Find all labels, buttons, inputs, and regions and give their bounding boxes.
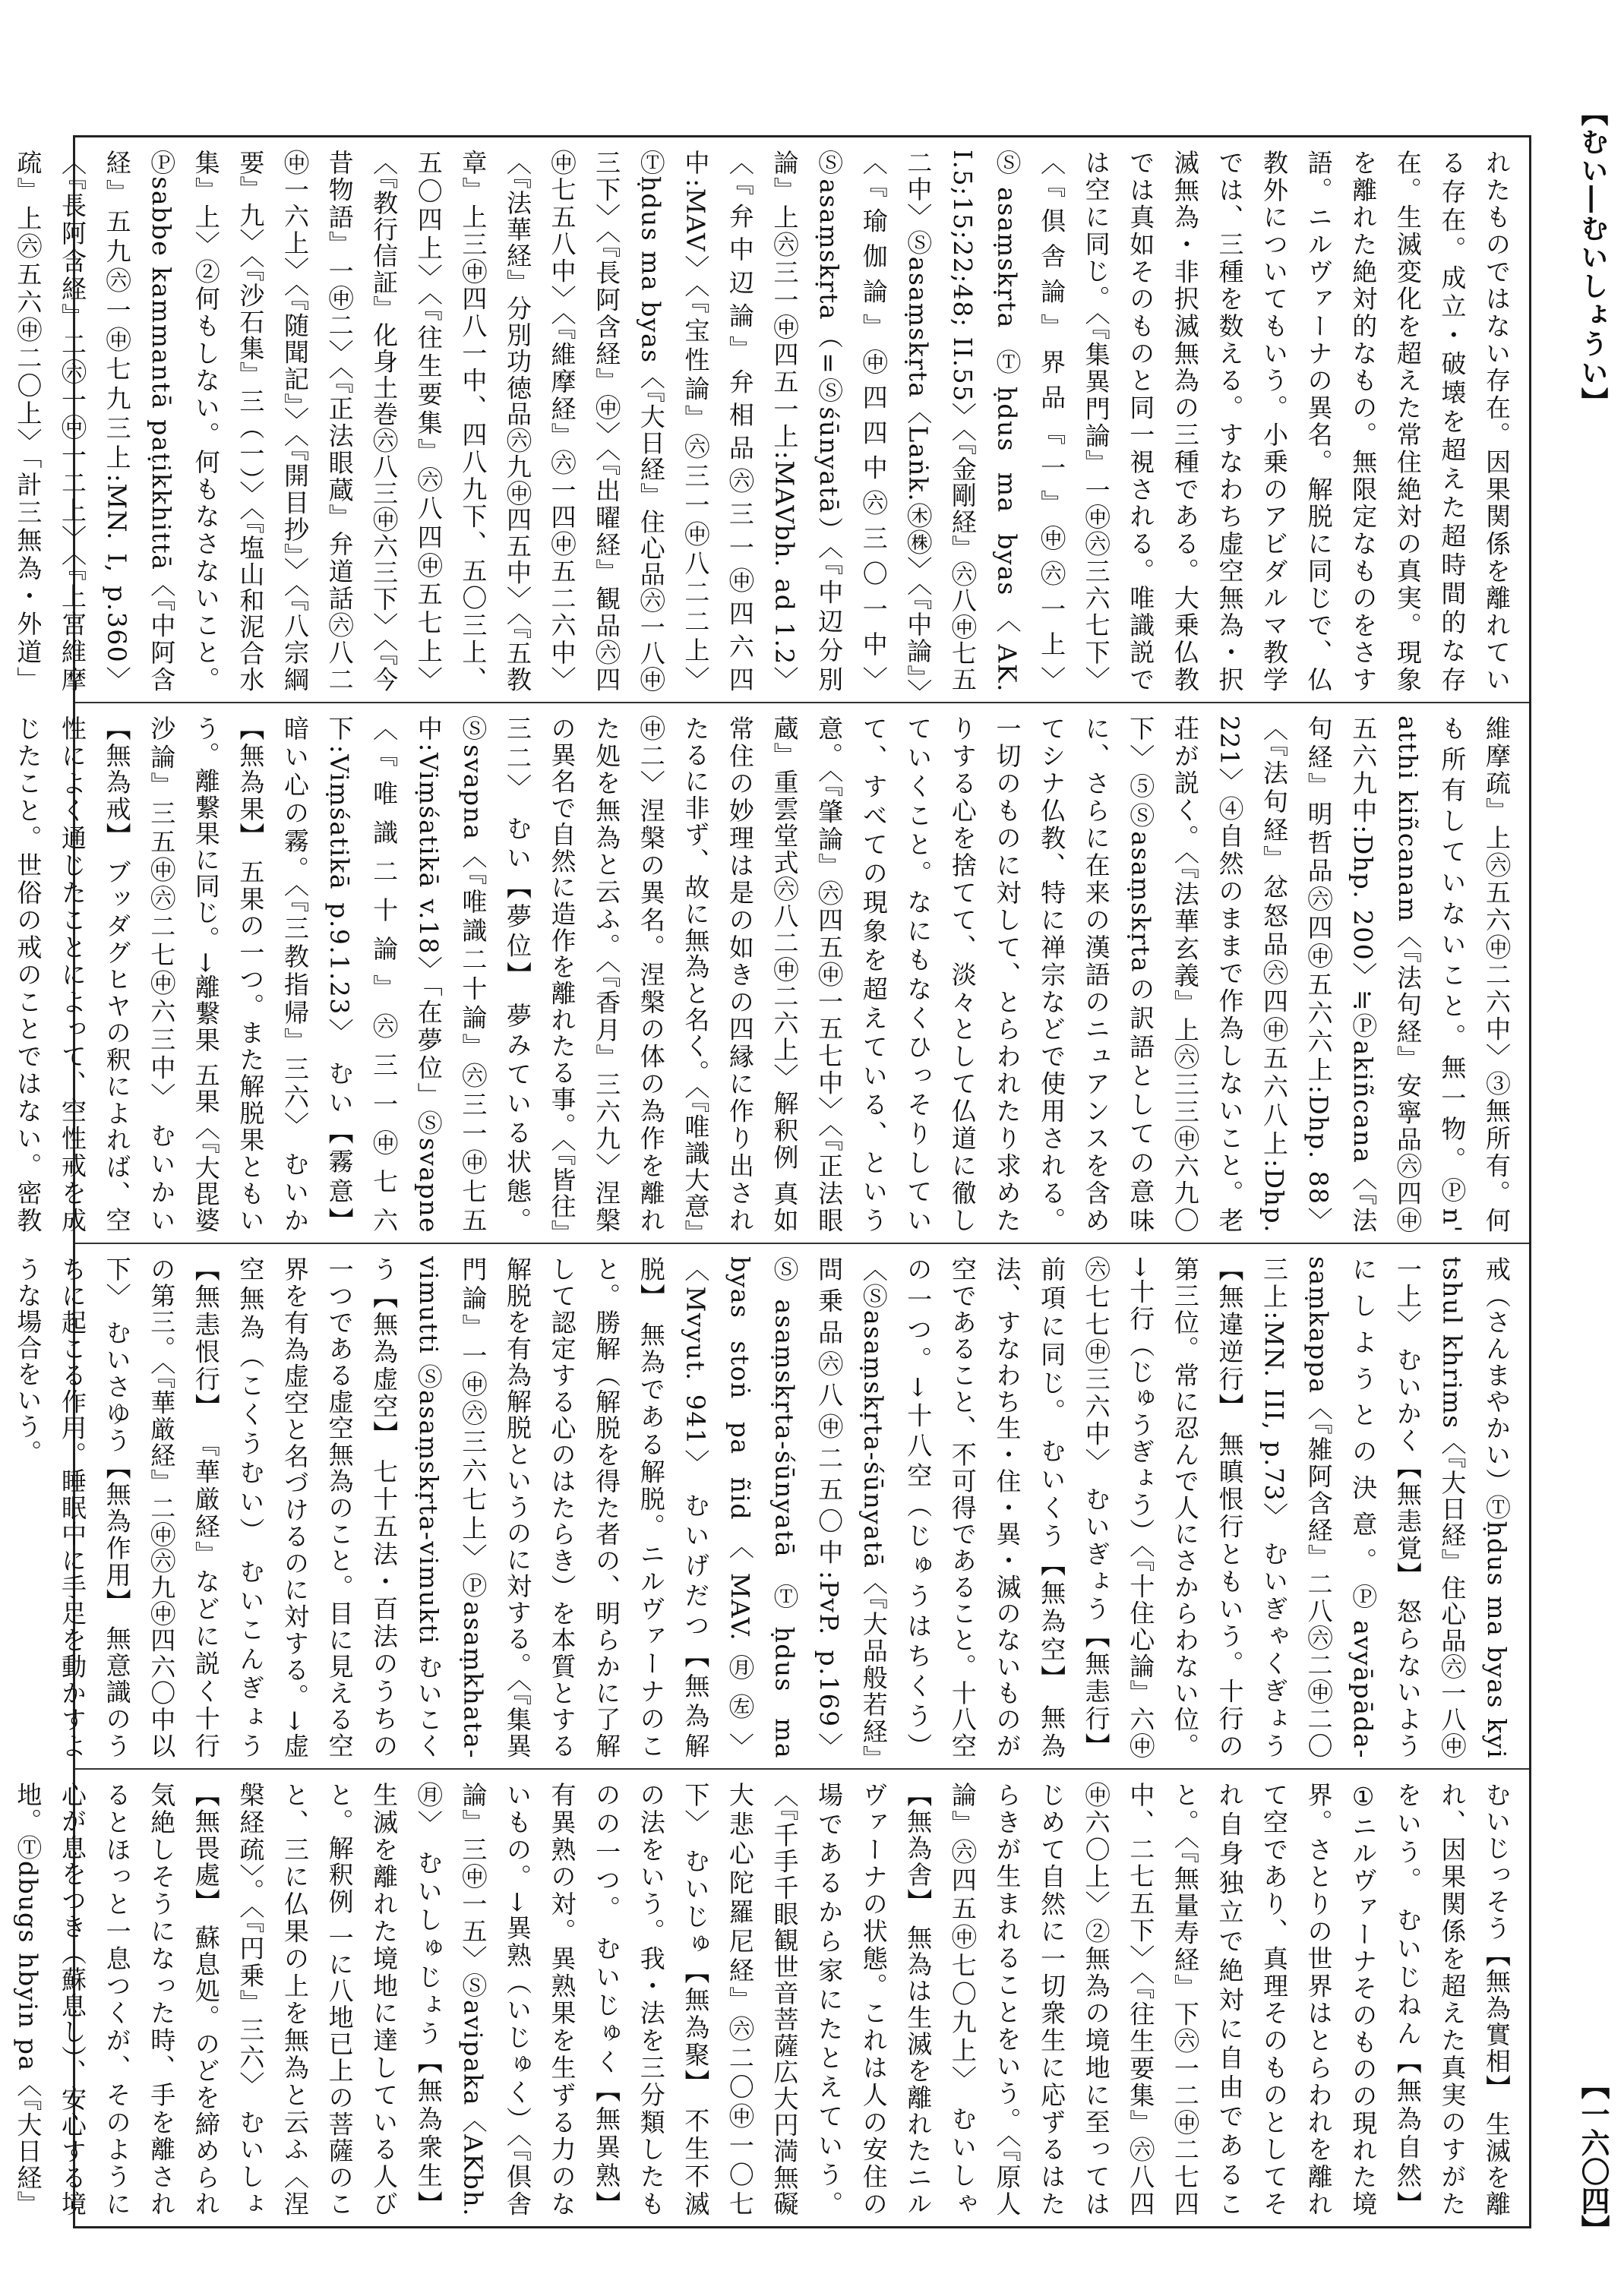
dictionary-text: れたものではない存在。因果関係を離れている存在。成立・破壊を超えた超時間的な存在。生滅変化を超えた常住絶対の真実。現象を離れた絶対的なもの。無限定なものをさす語。ニルヴァーナの異名。解脱に同じで、仏教外についてもいう。小乗のアビダルマ教学では、三種を数える。すなわち虚空無為・択滅無為・非択滅無為の三種である。大乗仏教では真如そのものと同一視される。唯識説では空に同じ。〈『集異門論』一㊥㊅三六七下〉〈『倶舎論』界品『一』㊥㊅一上〉Ⓢasaṃskṛta Ⓣḥdus ma byas〈AK. I.5;15;22;48; II.55〉〈『金剛経』㊅八㊥七五二中〉Ⓢasaṃskṛta〈Laṅk.㊍㊑〉〈『中論』〉〈『瑜伽論』㊥四四中㊅三〇一中〉Ⓢasaṃskṛta（=Ⓢśūnyatā）〈『中辺分別論』上㊅三一㊥四五一上:MAVbh. ad 1.2〉〈『弁中辺論』弁相品㊅三一㊥四六四中:MAV〉〈『宝性論』㊅三一㊥八二二上〉Ⓣḥdus ma byas〈『大日経』住心品㊅一八㊥三下〉〈『長阿含経』㊥〉〈『出曜経』観品㊅四㊥七五八中〉〈『維摩経』㊅一四㊥五二六中〉〈『法華経』分別功徳品㊅九㊥四五中〉〈『五教章』上三㊥四八一中、四八九下、五〇三上、五〇四上〉〈『往生要集』㊅八四㊥五七上〉〈『教行信証』化身土巻㊅八三㊥六三下〉〈『今昔物語』一㊥二〉〈『正法眼蔵』弁道話㊅八二㊥一六上〉〈『随聞記』〉〈『開目抄』〉〈『八宗綱要』九〉〈『沙石集』三（一）〉〈『塩山和泥合水集』上〉②何もしない。何もなさないこと。Ⓟsabbe kammantā paṭikkhittā〈『中阿含経』五九㊅一㊥七九三上:MN. I, p.360〉〈『長阿含経』二㊅一㊥一二上〉〈『上宮維摩疏』上㊅五六㊥二〇上〉「計三無為・外道」 bbox=[13, 150, 1512, 693]
text-block-2 bbox=[13, 703, 1529, 1244]
text-block-4 bbox=[13, 1770, 1529, 2226]
text-block-3 bbox=[13, 1244, 1529, 1770]
text-block-1 bbox=[13, 137, 1529, 703]
page-number: 【一六〇四】 bbox=[1576, 2070, 1610, 2244]
running-head: 【むい―むいしょうい】 bbox=[1577, 99, 1609, 416]
dictionary-text: 維摩疏』上㊅五六㊥二六中〉③無所有。何も所有していないこと。無一物。Ⓟn' atthi kiñcanam〈『法句経』安寧品㊅四㊥五六九中:Dhp. 200〉≒Ⓟakiñcana〈『法句経』明哲品㊅四㊥五六六上:Dhp. 88〉〈『法句経』忿怒品㊅四㊥五六八上:Dhp. 221〉④自然のままで作為しないこと。老荘が説く。〈『法華玄義』上㊅三三㊥六九〇下〉⑤Ⓢasaṃskṛtaの訳語としての意味に、さらに在来の漢語のニュアンスを含めてシナ仏教、特に禅宗などで使用される。一切のものに対して、とらわれたり求めたりする心を捨てて、淡々として仏道に徹していくこと。なにもなくひっそりしていて、すべての現象を超えている、という意。〈『肇論』㊅四五㊥一五七中〉〈『正法眼蔵』重雲堂式㊅八二㊥二六上〉解釈例 真如常住の妙理は是の如きの四縁に作り出されたるに非ず、故に無為と名く。〈『唯識大意』㊥二〉涅槃の異名。涅槃の体の為作を離れた処を無為と云ふ。〈『香月』三六九〉涅槃の異名で自然に造作を離れたる事。〈『皆往』三二〉 むい【夢位】 夢みている状態。Ⓢsvapna〈『唯識二十論』㊅三一㊥七五中:Viṃśatikā v.18〉「在夢位」Ⓢsvapne〈『唯識二十論』㊅三一㊥七六下:Viṃśatikā p.9.1.23〉 むい【霧意】 暗い心の霧。〈『三教指帰』三六〉 むいか【無為果】 五果の一つ。また解脱果ともいう。離繋果に同じ。→離繋果 五果〈『大毘婆沙論』三五㊥㊅二七㊥六三中〉 むいかい【無為戒】 ブッダグヒヤの釈によれば、空性によく通じたことによって、空性戒を成じたこと。世俗の戒のことではない。密教 bbox=[13, 715, 1512, 1234]
dictionary-text: 戒（さんまやかい）Ⓣḥdus ma byas kyi tshul khrims〈『大日経』住心品㊅一八㊥一上〉 むいかく【無恚覚】 怒らないようにしようとの決意。Ⓟavyāpāda-saṃkappa〈『雑阿含経』二八㊅二㊥二〇三上:MN. III, p.73〉 むいぎゃくぎょう【無違逆行】 無瞋恨行ともいう。十行の第三位。常に忍んで人にさからわない位。→十行（じゅうぎょう）〈『十住心論』六㊥㊅七七㊥三六中〉 むいぎょう【無恚行】 前項に同じ。 むいくう【無為空】 無為法、すなわち生・住・異・滅のないものが空であること、不可得であること。十八空の一つ。→十八空（じゅうはちくう）〈Ⓢasaṃskṛta-śūnyatā〈『大品般若経』問乗品㊅八㊥二五〇中:PvP. p.169〉Ⓢasaṃskṛta-śūnyatā Ⓣḥdus ma byas stoṅ pa ñid〈MAV.㊊㊧〉〈Mvyut. 941〉 むいげだつ【無為解脱】 無為である解脱。ニルヴァーナのこと。勝解（解脱を得た者の、明らかに了解して認定する心のはたらき）を本質とする解脱を有為解脱というのに対する。〈『集異門論』一㊥㊅三六七上〉Ⓟasaṃkhata-vimutti Ⓢasaṃskṛta-vimukti むいこくう【無為虚空】 七十五法・百法のうちの一つである虚空無為のこと。目に見える空界を有為虚空と名づけるのに対する。→虚空無為（こくうむい） むいこんぎょう【無恚恨行】 『華厳経』などに説く十行の第三。〈『華厳経』二㊥㊅九㊥四六〇中以下〉 むいさゆう【無為作用】 無意識のうちに起こる作用。睡眠中に手足を動かすような場合をいう。 bbox=[13, 1256, 1512, 1759]
dictionary-text: むいじっそう【無為實相】 生滅を離れ、因果関係を超えた真実のすがたをいう。 むいじねん【無為自然】 ①ニルヴァーナそのものの現れた境界。さとりの世界はとらわれを離れて空であり、真理そのものとしてそれ自身独立で絶対に自由であること。〈『無量寿経』下㊅一二㊥二七四中、二七五下〉〈『往生要集』㊅八四㊥六〇上〉②無為の境地に至ってはじめて自然に一切衆生に応ずるはたらきが生まれることをいう。〈『原人論』㊅四五㊥七〇九上〉 むいしゃ【無為舎】 無為は生滅を離れたニルヴァーナの状態。これは人の安住の場であるから家にたとえていう。〈『千手千眼観世音菩薩広大円満無礙大悲心陀羅尼経』㊅二〇㊥一〇七下〉 むいじゅ【無為聚】 不生不滅の法をいう。我・法を三分類したものの一つ。 むいじゅく【無異熟】 有異熟の対。異熟果を生ずる力のないもの。→異熟（いじゅく）〈『倶舎論』三㊥一五〉Ⓢavipaka〈AKbh.㊊〉 むいしゅじょう【無為衆生】 生滅を離れた境地に達している人びと。解釈例 一に八地已上の菩薩のこと、三に仏果の上を無為と云ふ〈涅槃経疏〉。〈『円乗』三六〉 むいしょ【無畏處】 蘇息処。のどを締められ気絶しそうになった時、手を離されるとほっと一息つくが、そのように心が息をつき（蘇息し）、安心する境地。Ⓣdbugs hbyin pa〈『大日経』 bbox=[13, 1782, 1512, 2217]
dictionary-page-frame bbox=[13, 135, 1531, 2228]
